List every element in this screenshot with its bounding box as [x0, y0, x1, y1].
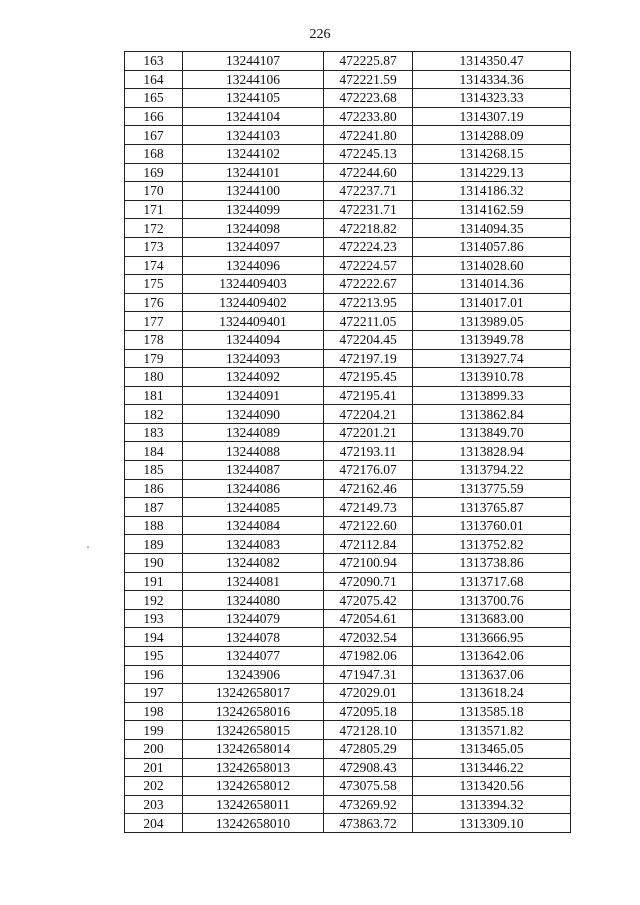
y-coordinate-cell: 1313989.05 — [413, 312, 571, 331]
y-coordinate-cell: 1314307.19 — [413, 107, 571, 126]
x-coordinate-cell: 473075.58 — [324, 777, 413, 796]
y-coordinate-cell: 1313765.87 — [413, 498, 571, 517]
point-number-cell: 169 — [125, 163, 183, 182]
table-row — [125, 702, 571, 721]
point-number-cell: 172 — [125, 219, 183, 238]
point-number-cell: 174 — [125, 256, 183, 275]
x-coordinate-cell: 472112.84 — [324, 535, 413, 554]
y-coordinate-cell: 1313849.70 — [413, 423, 571, 442]
point-id-cell: 13244092 — [183, 368, 324, 387]
scan-speck — [87, 546, 89, 548]
point-number-cell: 201 — [125, 758, 183, 777]
y-coordinate-cell: 1314323.33 — [413, 89, 571, 108]
point-id-cell: 13244099 — [183, 200, 324, 219]
table-row — [125, 795, 571, 814]
point-number-cell: 181 — [125, 386, 183, 405]
point-id-cell: 1324409403 — [183, 275, 324, 294]
y-coordinate-cell: 1314094.35 — [413, 219, 571, 238]
y-coordinate-cell: 1313752.82 — [413, 535, 571, 554]
y-coordinate-cell: 1313683.00 — [413, 609, 571, 628]
x-coordinate-cell: 472100.94 — [324, 554, 413, 573]
y-coordinate-cell: 1313949.78 — [413, 330, 571, 349]
point-number-cell: 204 — [125, 814, 183, 833]
y-coordinate-cell: 1314350.47 — [413, 52, 571, 71]
y-coordinate-cell: 1313794.22 — [413, 461, 571, 480]
table-body — [125, 52, 571, 833]
y-coordinate-cell: 1313927.74 — [413, 349, 571, 368]
x-coordinate-cell: 472193.11 — [324, 442, 413, 461]
point-id-cell: 13244088 — [183, 442, 324, 461]
table-row — [125, 275, 571, 294]
x-coordinate-cell: 472204.21 — [324, 405, 413, 424]
table-row — [125, 609, 571, 628]
x-coordinate-cell: 472224.23 — [324, 237, 413, 256]
y-coordinate-cell: 1313420.56 — [413, 777, 571, 796]
x-coordinate-cell: 472221.59 — [324, 70, 413, 89]
point-number-cell: 196 — [125, 665, 183, 684]
coordinates-table — [124, 51, 571, 833]
x-coordinate-cell: 472218.82 — [324, 219, 413, 238]
table-row — [125, 163, 571, 182]
table-row — [125, 70, 571, 89]
y-coordinate-cell: 1314268.15 — [413, 144, 571, 163]
table-row — [125, 739, 571, 758]
y-coordinate-cell: 1313642.06 — [413, 647, 571, 666]
point-id-cell: 13242658014 — [183, 739, 324, 758]
y-coordinate-cell: 1314014.36 — [413, 275, 571, 294]
x-coordinate-cell: 472222.67 — [324, 275, 413, 294]
y-coordinate-cell: 1313465.05 — [413, 739, 571, 758]
point-number-cell: 186 — [125, 479, 183, 498]
point-number-cell: 177 — [125, 312, 183, 331]
point-id-cell: 13244080 — [183, 591, 324, 610]
table-row — [125, 256, 571, 275]
x-coordinate-cell: 472805.29 — [324, 739, 413, 758]
point-id-cell: 13244085 — [183, 498, 324, 517]
point-id-cell: 13244081 — [183, 572, 324, 591]
x-coordinate-cell: 472032.54 — [324, 628, 413, 647]
point-id-cell: 13244106 — [183, 70, 324, 89]
x-coordinate-cell: 472241.80 — [324, 126, 413, 145]
point-id-cell: 13244096 — [183, 256, 324, 275]
point-id-cell: 13244079 — [183, 609, 324, 628]
table-row — [125, 628, 571, 647]
point-id-cell: 13242658012 — [183, 777, 324, 796]
point-number-cell: 184 — [125, 442, 183, 461]
point-id-cell: 13244086 — [183, 479, 324, 498]
point-id-cell: 13244093 — [183, 349, 324, 368]
point-id-cell: 13244102 — [183, 144, 324, 163]
point-id-cell: 13242658015 — [183, 721, 324, 740]
point-id-cell: 13244089 — [183, 423, 324, 442]
y-coordinate-cell: 1314288.09 — [413, 126, 571, 145]
table-row — [125, 423, 571, 442]
y-coordinate-cell: 1313717.68 — [413, 572, 571, 591]
table-row — [125, 237, 571, 256]
table-row — [125, 665, 571, 684]
x-coordinate-cell: 473269.92 — [324, 795, 413, 814]
point-id-cell: 13244082 — [183, 554, 324, 573]
point-id-cell: 13244094 — [183, 330, 324, 349]
y-coordinate-cell: 1313760.01 — [413, 516, 571, 535]
table-row — [125, 479, 571, 498]
point-number-cell: 188 — [125, 516, 183, 535]
x-coordinate-cell: 472224.57 — [324, 256, 413, 275]
table-row — [125, 554, 571, 573]
point-id-cell: 13244100 — [183, 182, 324, 201]
point-number-cell: 198 — [125, 702, 183, 721]
x-coordinate-cell: 473863.72 — [324, 814, 413, 833]
table-row — [125, 535, 571, 554]
x-coordinate-cell: 472197.19 — [324, 349, 413, 368]
point-id-cell: 13244087 — [183, 461, 324, 480]
table-row — [125, 368, 571, 387]
point-number-cell: 189 — [125, 535, 183, 554]
y-coordinate-cell: 1313446.22 — [413, 758, 571, 777]
x-coordinate-cell: 472225.87 — [324, 52, 413, 71]
point-number-cell: 185 — [125, 461, 183, 480]
x-coordinate-cell: 472204.45 — [324, 330, 413, 349]
x-coordinate-cell: 472029.01 — [324, 684, 413, 703]
y-coordinate-cell: 1313775.59 — [413, 479, 571, 498]
point-id-cell: 13242658013 — [183, 758, 324, 777]
point-number-cell: 164 — [125, 70, 183, 89]
table-row — [125, 572, 571, 591]
point-number-cell: 173 — [125, 237, 183, 256]
table-row — [125, 647, 571, 666]
table-row — [125, 386, 571, 405]
table-row — [125, 777, 571, 796]
point-id-cell: 13244083 — [183, 535, 324, 554]
point-number-cell: 195 — [125, 647, 183, 666]
table-row — [125, 89, 571, 108]
x-coordinate-cell: 472195.45 — [324, 368, 413, 387]
x-coordinate-cell: 472245.13 — [324, 144, 413, 163]
point-id-cell: 13242658016 — [183, 702, 324, 721]
table-row — [125, 144, 571, 163]
table-row — [125, 814, 571, 833]
table-row — [125, 126, 571, 145]
y-coordinate-cell: 1314057.86 — [413, 237, 571, 256]
point-number-cell: 163 — [125, 52, 183, 71]
y-coordinate-cell: 1313899.33 — [413, 386, 571, 405]
y-coordinate-cell: 1313571.82 — [413, 721, 571, 740]
point-id-cell: 13244097 — [183, 237, 324, 256]
point-number-cell: 180 — [125, 368, 183, 387]
point-number-cell: 170 — [125, 182, 183, 201]
table-row — [125, 219, 571, 238]
point-number-cell: 191 — [125, 572, 183, 591]
point-number-cell: 192 — [125, 591, 183, 610]
point-id-cell: 13244103 — [183, 126, 324, 145]
point-id-cell: 13244105 — [183, 89, 324, 108]
point-id-cell: 13244091 — [183, 386, 324, 405]
x-coordinate-cell: 472237.71 — [324, 182, 413, 201]
point-number-cell: 202 — [125, 777, 183, 796]
point-id-cell: 13243906 — [183, 665, 324, 684]
table-row — [125, 461, 571, 480]
table-row — [125, 758, 571, 777]
x-coordinate-cell: 472054.61 — [324, 609, 413, 628]
table-row — [125, 200, 571, 219]
x-coordinate-cell: 472233.80 — [324, 107, 413, 126]
table-row — [125, 442, 571, 461]
point-id-cell: 13244107 — [183, 52, 324, 71]
x-coordinate-cell: 472128.10 — [324, 721, 413, 740]
y-coordinate-cell: 1313394.32 — [413, 795, 571, 814]
table-row — [125, 684, 571, 703]
y-coordinate-cell: 1314229.13 — [413, 163, 571, 182]
y-coordinate-cell: 1313585.18 — [413, 702, 571, 721]
point-number-cell: 193 — [125, 609, 183, 628]
x-coordinate-cell: 472211.05 — [324, 312, 413, 331]
table-row — [125, 721, 571, 740]
point-id-cell: 13244098 — [183, 219, 324, 238]
y-coordinate-cell: 1313738.86 — [413, 554, 571, 573]
x-coordinate-cell: 472223.68 — [324, 89, 413, 108]
point-id-cell: 13242658011 — [183, 795, 324, 814]
y-coordinate-cell: 1313828.94 — [413, 442, 571, 461]
point-number-cell: 166 — [125, 107, 183, 126]
x-coordinate-cell: 472195.41 — [324, 386, 413, 405]
x-coordinate-cell: 472075.42 — [324, 591, 413, 610]
x-coordinate-cell: 471982.06 — [324, 647, 413, 666]
point-id-cell: 13244084 — [183, 516, 324, 535]
point-number-cell: 203 — [125, 795, 183, 814]
point-number-cell: 176 — [125, 293, 183, 312]
y-coordinate-cell: 1314186.32 — [413, 182, 571, 201]
y-coordinate-cell: 1313910.78 — [413, 368, 571, 387]
point-number-cell: 168 — [125, 144, 183, 163]
x-coordinate-cell: 472213.95 — [324, 293, 413, 312]
y-coordinate-cell: 1313618.24 — [413, 684, 571, 703]
y-coordinate-cell: 1314162.59 — [413, 200, 571, 219]
point-number-cell: 165 — [125, 89, 183, 108]
point-number-cell: 187 — [125, 498, 183, 517]
y-coordinate-cell: 1314334.36 — [413, 70, 571, 89]
table-row — [125, 52, 571, 71]
table-row — [125, 182, 571, 201]
x-coordinate-cell: 472149.73 — [324, 498, 413, 517]
x-coordinate-cell: 472090.71 — [324, 572, 413, 591]
point-number-cell: 179 — [125, 349, 183, 368]
table-row — [125, 349, 571, 368]
point-number-cell: 197 — [125, 684, 183, 703]
point-id-cell: 13242658017 — [183, 684, 324, 703]
x-coordinate-cell: 472231.71 — [324, 200, 413, 219]
x-coordinate-cell: 472201.21 — [324, 423, 413, 442]
y-coordinate-cell: 1314028.60 — [413, 256, 571, 275]
point-id-cell: 13244090 — [183, 405, 324, 424]
x-coordinate-cell: 472244.60 — [324, 163, 413, 182]
point-number-cell: 182 — [125, 405, 183, 424]
x-coordinate-cell: 472162.46 — [324, 479, 413, 498]
point-number-cell: 183 — [125, 423, 183, 442]
point-id-cell: 13244101 — [183, 163, 324, 182]
x-coordinate-cell: 472176.07 — [324, 461, 413, 480]
point-id-cell: 13244078 — [183, 628, 324, 647]
point-id-cell: 1324409401 — [183, 312, 324, 331]
point-number-cell: 199 — [125, 721, 183, 740]
page-number: 226 — [309, 27, 331, 42]
y-coordinate-cell: 1313309.10 — [413, 814, 571, 833]
point-number-cell: 171 — [125, 200, 183, 219]
y-coordinate-cell: 1314017.01 — [413, 293, 571, 312]
table-row — [125, 498, 571, 517]
point-id-cell: 13242658010 — [183, 814, 324, 833]
point-id-cell: 13244077 — [183, 647, 324, 666]
table-row — [125, 405, 571, 424]
table-row — [125, 107, 571, 126]
point-id-cell: 1324409402 — [183, 293, 324, 312]
point-number-cell: 178 — [125, 330, 183, 349]
point-number-cell: 167 — [125, 126, 183, 145]
point-number-cell: 200 — [125, 739, 183, 758]
table-row — [125, 330, 571, 349]
x-coordinate-cell: 472908.43 — [324, 758, 413, 777]
point-id-cell: 13244104 — [183, 107, 324, 126]
table-row — [125, 293, 571, 312]
x-coordinate-cell: 471947.31 — [324, 665, 413, 684]
table-row — [125, 516, 571, 535]
point-number-cell: 190 — [125, 554, 183, 573]
y-coordinate-cell: 1313637.06 — [413, 665, 571, 684]
point-number-cell: 194 — [125, 628, 183, 647]
y-coordinate-cell: 1313666.95 — [413, 628, 571, 647]
x-coordinate-cell: 472122.60 — [324, 516, 413, 535]
x-coordinate-cell: 472095.18 — [324, 702, 413, 721]
y-coordinate-cell: 1313700.76 — [413, 591, 571, 610]
point-number-cell: 175 — [125, 275, 183, 294]
table-row — [125, 312, 571, 331]
y-coordinate-cell: 1313862.84 — [413, 405, 571, 424]
table-row — [125, 591, 571, 610]
